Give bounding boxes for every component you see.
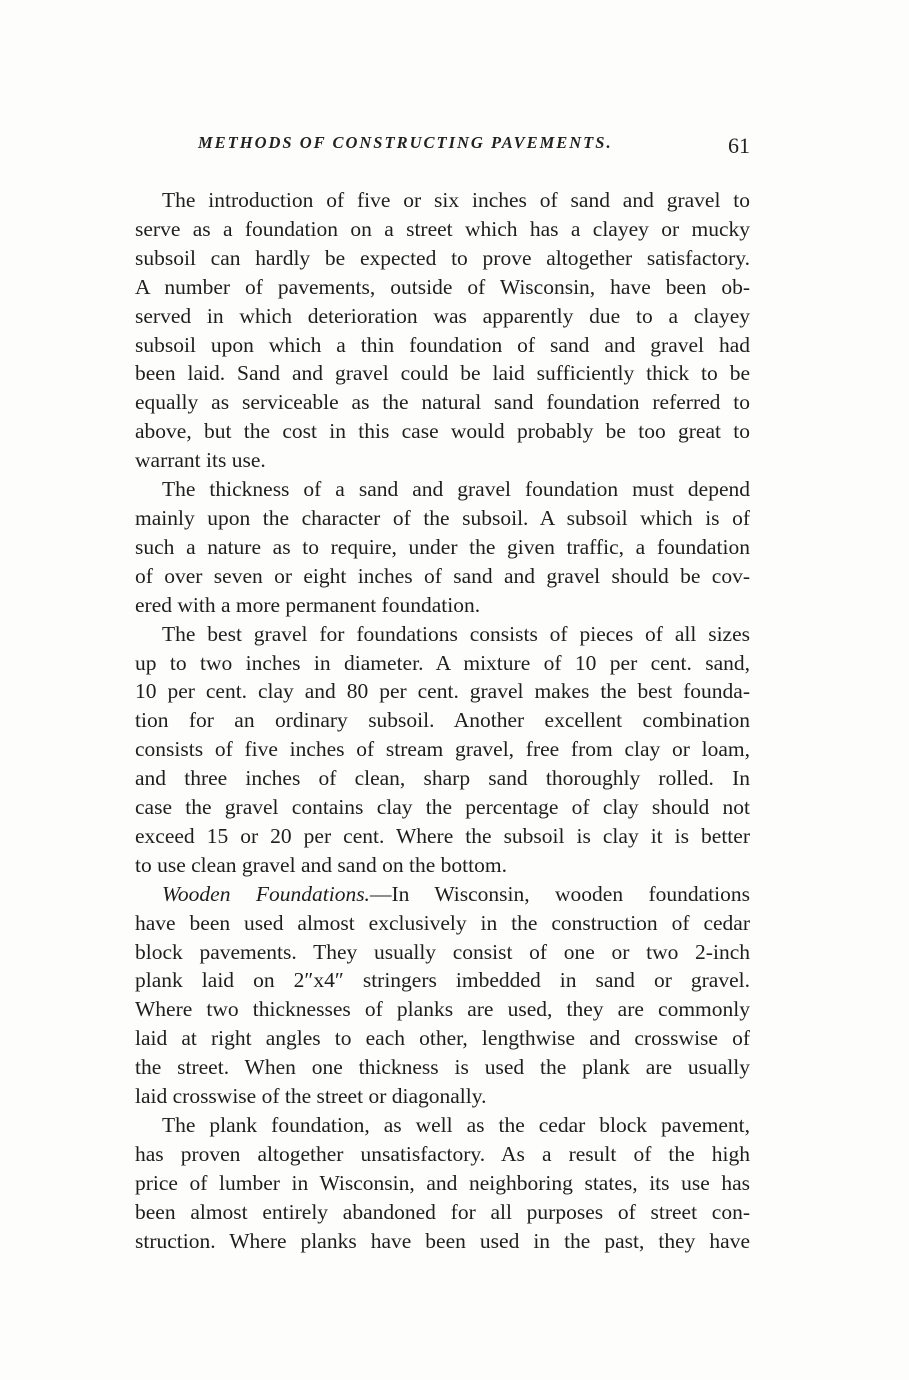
text-line: The plank foundation, as well as the cedar block pavement, (162, 1113, 750, 1137)
text-line: A number of pavements, outside of Wisconsin, have been ob- (135, 274, 750, 299)
text-line: The introduction of five or six inches of sand and gravel to (162, 188, 750, 212)
paragraph-wooden-foundations (108, 880, 750, 1111)
text-line (108, 880, 750, 909)
text-line: tion for an ordinary subsoil. Another excellent combination (135, 708, 750, 733)
text-line: mainly upon the character of the subsoil. A subsoil which is of (135, 505, 750, 530)
text-line: laid at right angles to each other, lengthwise and crosswise of (135, 1026, 750, 1051)
text-line: up to two inches in diameter. A mixture of 10 per cent. sand, (135, 650, 750, 675)
page-number: 61 (728, 133, 750, 158)
text-line: have been used almost exclusively in the construction of cedar (135, 910, 750, 935)
text-line: 10 per cent. clay and 80 per cent. gravel makes the best founda- (135, 679, 750, 704)
section-heading: Wooden Foundations. (162, 881, 370, 906)
text-line: serve as a foundation on a street which has a clayey or mucky (135, 216, 750, 241)
text-line: served in which deterioration was apparently due to a clayey (135, 303, 750, 328)
paragraph-plank-foundation (108, 1111, 750, 1256)
text-line: warrant its use. (135, 448, 266, 473)
text-line: struction. Where planks have been used in the past, they have (135, 1228, 750, 1253)
text-line: equally as serviceable as the natural sand foundation referred to (135, 390, 750, 415)
running-head: METHODS OF CONSTRUCTING PAVEMENTS. (198, 133, 613, 152)
text-line: to use clean gravel and sand on the bottom. (135, 852, 507, 877)
page-header (108, 133, 750, 163)
text-line: subsoil upon which a thin foundation of sand and gravel had (135, 332, 750, 357)
text-line: price of lumber in Wisconsin, and neighboring states, its use has (135, 1170, 750, 1195)
paragraph-best-gravel (108, 620, 750, 880)
text-line: The thickness of a sand and gravel foundation must depend (162, 477, 750, 502)
text-line: the street. When one thickness is used the plank are usually (135, 1055, 750, 1080)
text-line: been almost entirely abandoned for all purposes of street con- (135, 1199, 750, 1224)
text-line: and three inches of clean, sharp sand thoroughly rolled. In (135, 766, 750, 791)
text-line: such a nature as to require, under the given traffic, a foundation (135, 534, 750, 559)
text-line: plank laid on 2″x4″ stringers imbedded in sand or gravel. (135, 968, 750, 993)
paragraph-foundation-thickness (108, 475, 750, 620)
text-line: consists of five inches of stream gravel, free from clay or loam, (135, 737, 750, 762)
text-line: The best gravel for foundations consists of pieces of all sizes (162, 621, 750, 646)
text-line: exceed 15 or 20 per cent. Where the subsoil is clay it is better (135, 823, 750, 848)
text-line: block pavements. They usually consist of one or two 2-inch (135, 939, 750, 964)
text-line: laid crosswise of the street or diagonally. (135, 1084, 487, 1109)
paragraph-sand-gravel-intro (108, 186, 750, 475)
text-line: case the gravel contains clay the percentage of clay should not (135, 795, 750, 820)
text-line: of over seven or eight inches of sand and gravel should be cov- (135, 563, 750, 588)
text-line: been laid. Sand and gravel could be laid sufficiently thick to be (135, 361, 750, 386)
text-line: has proven altogether unsatisfactory. As a result of the high (135, 1141, 750, 1166)
text-line: above, but the cost in this case would probably be too great to (135, 419, 750, 444)
text-line: Where two thicknesses of planks are used, they are commonly (135, 997, 750, 1022)
body-text (108, 186, 750, 1256)
text-line: subsoil can hardly be expected to prove altogether satisfactory. (135, 245, 750, 270)
text-line: ered with a more permanent foundation. (135, 592, 481, 617)
text-line-continuation: —In Wisconsin, wooden foundations (369, 881, 750, 906)
